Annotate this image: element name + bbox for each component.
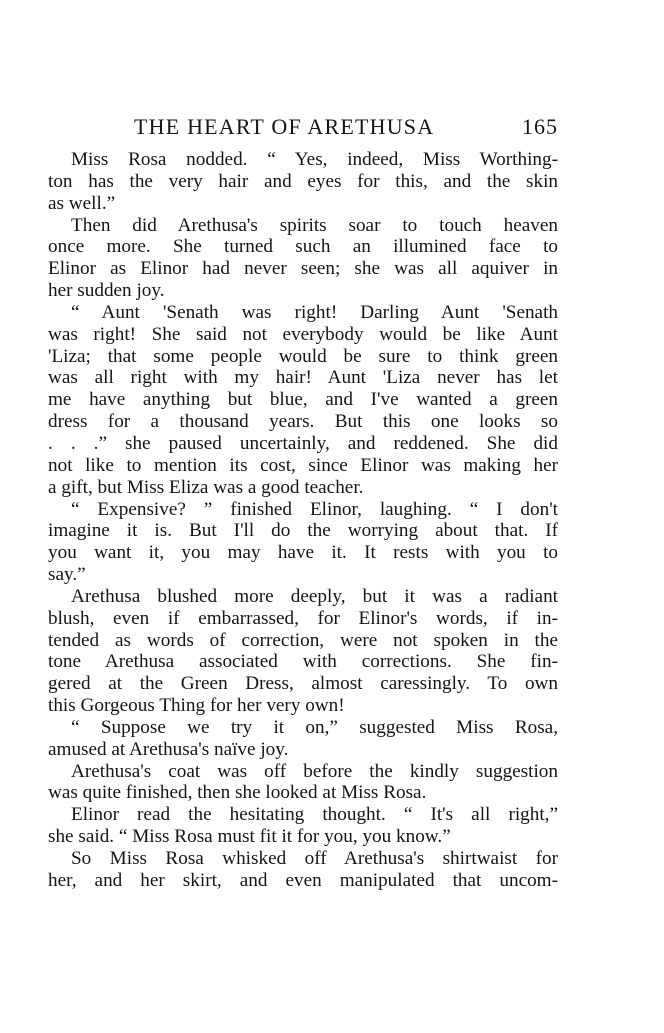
text-line: imagine it is. But I'll do the worrying about that. If bbox=[48, 520, 558, 542]
text-line: tended as words of correction, were not spoken in the bbox=[48, 629, 558, 651]
body-text bbox=[48, 149, 558, 892]
text-line: say.” bbox=[48, 564, 86, 586]
text-line: dress for a thousand years. But this one looks so bbox=[48, 411, 558, 433]
text-line: tone Arethusa associated with corrections. She fin- bbox=[48, 651, 558, 673]
text-line: “ Aunt 'Senath was right! Darling Aunt 'Senath bbox=[71, 301, 558, 323]
text-line: amused at Arethusa's naïve joy. bbox=[48, 738, 289, 760]
text-line: was quite finished, then she looked at Miss Rosa. bbox=[48, 782, 427, 804]
text-line: was all right with my hair! Aunt 'Liza never has let bbox=[48, 367, 558, 389]
text-line: you want it, you may have it. It rests with you to bbox=[48, 542, 558, 564]
text-line: gered at the Green Dress, almost caressingly. To own bbox=[48, 673, 558, 695]
text-line: ton has the very hair and eyes for this, and the skin bbox=[48, 170, 558, 192]
text-line: “ Suppose we try it on,” suggested Miss Rosa, bbox=[71, 716, 558, 738]
text-line: she said. “ Miss Rosa must fit it for you, you know.” bbox=[48, 826, 451, 848]
page-number: 165 bbox=[522, 114, 558, 139]
text-line: not like to mention its cost, since Elinor was making her bbox=[48, 454, 558, 476]
text-line: Arethusa blushed more deeply, but it was a radiant bbox=[71, 585, 558, 607]
text-line: 'Liza; that some people would be sure to think green bbox=[48, 345, 558, 367]
text-line: her sudden joy. bbox=[48, 280, 165, 302]
text-line: me have anything but blue, and I've wanted a green bbox=[48, 389, 558, 411]
text-line: So Miss Rosa whisked off Arethusa's shirtwaist for bbox=[71, 848, 558, 869]
text-line: Arethusa's coat was off before the kindly suggestion bbox=[71, 760, 558, 782]
text-line: “ Expensive? ” finished Elinor, laughing. “ I don't bbox=[71, 498, 558, 520]
running-title: THE HEART OF ARETHUSA bbox=[134, 114, 435, 139]
text-line: a gift, but Miss Eliza was a good teacher. bbox=[48, 476, 364, 498]
text-line: was right! She said not everybody would be like Aunt bbox=[48, 323, 558, 345]
text-line: this Gorgeous Thing for her very own! bbox=[48, 695, 345, 717]
text-line: . . .” she paused uncertainly, and reddened. She did bbox=[48, 432, 558, 454]
text-line: blush, even if embarrassed, for Elinor's words, if in- bbox=[48, 607, 558, 629]
text-line: Then did Arethusa's spirits soar to touch heaven bbox=[71, 214, 558, 236]
text-line: Elinor read the hesitating thought. “ It's all right,” bbox=[71, 804, 558, 826]
text-line: Miss Rosa nodded. “ Yes, indeed, Miss Worthing- bbox=[71, 149, 558, 170]
text-line: her, and her skirt, and even manipulated that uncom- bbox=[48, 869, 558, 891]
running-head bbox=[48, 110, 558, 144]
text-line: as well.” bbox=[48, 192, 116, 214]
text-line: once more. She turned such an illumined face to bbox=[48, 236, 558, 258]
text-line: Elinor as Elinor had never seen; she was all aquiver in bbox=[48, 258, 558, 280]
